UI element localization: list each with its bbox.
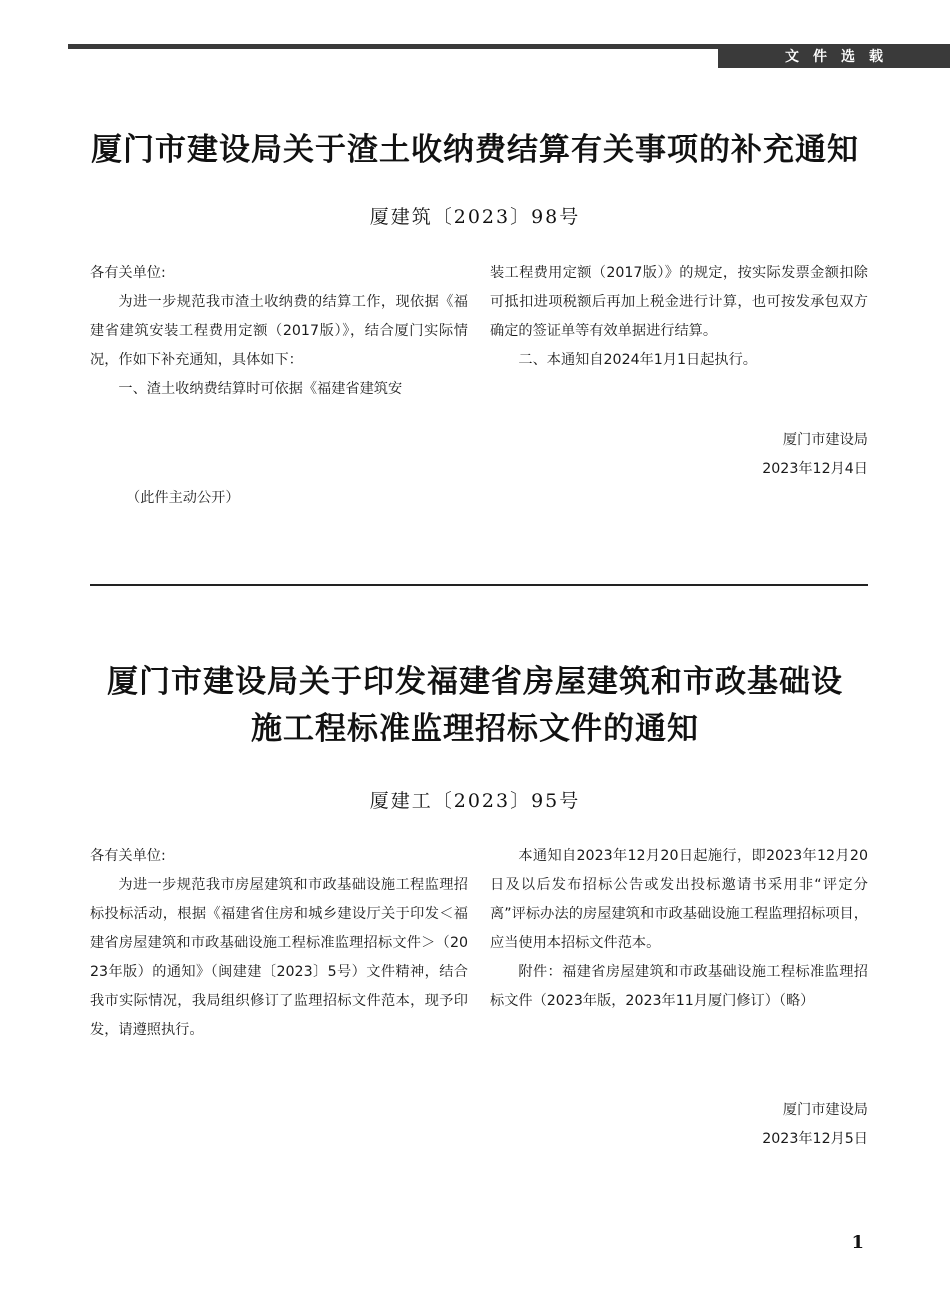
page-number: 1 [851, 1232, 864, 1253]
notice1-paragraph-3: 装工程费用定额（2017版）》的规定，按实际发票金额扣除可抵扣进项税额后再加上税金进行计算，也可按发承包双方确定的签证单等有效单据进行结算。 [490, 265, 868, 339]
notice1-paragraph-2: 一、渣土收纳费结算时可依据《福建省建筑安 [118, 381, 403, 397]
notice2-left-column [90, 842, 468, 1045]
notice2-paragraph-1: 为进一步规范我市房屋建筑和市政基础设施工程监理招标投标活动，根据《福建省住房和城乡建设厅关于印发＜福建省房屋建筑和市政基础设施工程标准监理招标文件＞（2023年版）的通知》（闽建建〔2023〕5号）文件精神，结合我市实际情况，我局组织修订了监理招标文件范本，现予印发，请遵照执行。 [90, 877, 468, 1038]
section-label: 文件选载 [718, 44, 950, 68]
notice2-title-line2: 施工程标准监理招标文件的通知 [251, 711, 699, 747]
notice2-paragraph-2: 本通知自2023年12月20日起施行，即2023年12月20日及以后发布招标公告或发出投标邀请书采用非“评定分离”评标办法的房屋建筑和市政基础设施工程监理招标项目，应当使用本招标文件范本。 [490, 848, 868, 951]
notice1-signature: 厦门市建设局 [782, 432, 868, 448]
notice2-date: 2023年12月5日 [762, 1131, 868, 1147]
notice1-doc-number: 厦建筑〔2023〕98号 [369, 206, 581, 228]
notice2-right-column [490, 842, 868, 1016]
notice1-date: 2023年12月4日 [762, 461, 868, 477]
notice2-title-line1: 厦门市建设局关于印发福建省房屋建筑和市政基础设 [107, 664, 843, 700]
notice2-signature: 厦门市建设局 [782, 1102, 868, 1118]
notice1-right-column [490, 259, 868, 375]
notice1-disclosure: （此件主动公开） [126, 490, 240, 506]
notice1-paragraph-4: 二、本通知自2024年1月1日起执行。 [518, 352, 757, 368]
notice1-title: 厦门市建设局关于渣土收纳费结算有关事项的补充通知 [91, 132, 859, 168]
notice1-salutation: 各有关单位: [90, 265, 166, 281]
notice1-left-column [90, 259, 468, 404]
notice2-doc-number: 厦建工〔2023〕95号 [369, 790, 581, 812]
notice1-paragraph-1: 为进一步规范我市渣土收纳费的结算工作，现依据《福建省建筑安装工程费用定额（2017版）》，结合厦门实际情况，作如下补充通知，具体如下： [90, 294, 468, 368]
notice2-salutation: 各有关单位: [90, 848, 166, 864]
section-divider [90, 584, 868, 586]
notice2-paragraph-3: 附件：福建省房屋建筑和市政基础设施工程标准监理招标文件（2023年版，2023年11月厦门修订）（略） [490, 964, 868, 1009]
